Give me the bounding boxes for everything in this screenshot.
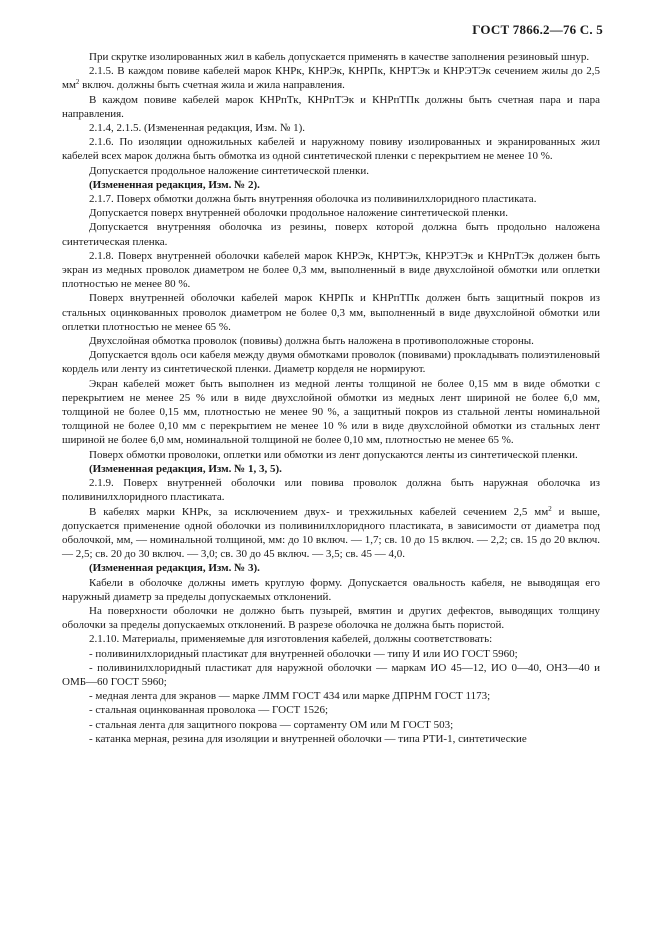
page-header: ГОСТ 7866.2—76 С. 5 — [472, 22, 603, 37]
paragraph: Экран кабелей может быть выполнен из медной ленты толщиной не более 0,15 мм в виде обмотки с перекрытием не менее 25 % или в виде двухслойной обмотки из медных лент шириной не более 6,0 мм, толщиной не более 0,15 мм, плотностью не менее 90 %, а защитный покров из стальной ленты номинальной толщиной не более 0,10 мм с перекрытием не менее 10 % или в виде двухслойной обмотки из стальных лент шириной не более 6,0 мм, номинальной толщиной не более 0,10 мм, плотностью не менее 65 %. — [62, 377, 600, 447]
list-item: - катанка мерная, резина для изоляции и внутренней оболочки — типа РТИ-1, синтетические — [89, 732, 527, 745]
amendment-note: (Измененная редакция, Изм. № 2). — [89, 178, 260, 191]
paragraph: Поверх внутренней оболочки кабелей марок КНРПк и КНРпТПк должен быть защитный покров из стальных оцинкованных проволок диаметром не более 0,3 мм, выполненный в виде двухслойной обмотки или оплетки плотностью не менее 65 %. — [62, 292, 600, 333]
paragraph: Допускается поверх внутренней оболочки продольное наложение синтетической пленки. — [89, 207, 509, 220]
amendment-note: (Измененная редакция, Изм. № 3). — [89, 562, 260, 575]
paragraph: Кабели в оболочке должны иметь круглую форму. Допускается овальность кабеля, не выводящая его наружный диаметр за пределы допускаемых отклонений. — [62, 576, 600, 603]
document-body — [62, 50, 600, 746]
paragraph: Допускается внутренняя оболочка из резины, поверх которой должна быть продольно наложена синтетическая пленка. — [62, 221, 600, 248]
paragraph: 2.1.5. В каждом повиве кабелей марок КНРк, КНРЭк, КНРПк, КНРТЭк и КНРЭТЭк сечением жилы до 2,5 $мм^2$ включ. должны быть счетная жила и жила направления. — [62, 65, 600, 92]
list-item: - стальная лента для защитного покрова — сортаменту ОМ или М ГОСТ 503; — [89, 718, 454, 731]
paragraph: Поверх обмотки проволоки, оплетки или обмотки из лент допускаются ленты из синтетической пленки. — [89, 448, 578, 461]
amendment-note: (Измененная редакция, Изм. № 1, 3, 5). — [89, 462, 282, 475]
list-item: - медная лента для экранов — марке ЛММ ГОСТ 434 или марке ДПРНМ ГОСТ 1173; — [89, 690, 491, 703]
paragraph: Допускается продольное наложение синтетической пленки. — [89, 164, 370, 177]
paragraph: Двухслойная обмотка проволок (повивы) должна быть наложена в противоположные стороны. — [89, 335, 534, 348]
paragraph: Допускается вдоль оси кабеля между двумя обмотками проволок (повивами) прокладывать полиэтиленовый кордель или ленту из синтетической пленки. Диаметр корделя не нормируют. — [62, 349, 600, 376]
paragraph: 2.1.8. Поверх внутренней оболочки кабелей марок КНРЭк, КНРТЭк, КНРЭТЭк и КНРпТЭк должен быть экран из медных проволок диаметром не более 0,3 мм, выполненный в виде двухслойной обмотки или оплетки плотностью не менее 80 %. — [62, 249, 600, 291]
paragraph: - поливинилхлоридный пластикат для наружной оболочки — маркам ИО 45—12, ИО 0—40, ОНЗ—40 и ОМБ—60 ГОСТ 5960; — [62, 661, 600, 688]
paragraph: В кабелях марки КНРк, за исключением двух- и трехжильных кабелей сечением 2,5 $мм^2$ и выше, допускается применение одной оболочки из поливинилхлоридного пластиката, в зависимости от диаметра под оболочкой, мм, — номинальной толщиной, мм: до 10 включ. — 1,7; св. 10 до 15 включ. — 2,2; св. 15 до 20 включ. — 2,5; св. 20 до 30 включ. — 3,0; св. 30 до 45 включ. — 3,5; св. 45 — 4,0. — [62, 504, 601, 561]
paragraph: 2.1.6. По изоляции одножильных кабелей и наружному повиву изолированных и экранированных жил кабелей всех марок должна быть обмотка из одной синтетической пленки с перекрытием не менее 10 %. — [62, 136, 600, 163]
paragraph: 2.1.9. Поверх внутренней оболочки или повива проволок должна быть наружная оболочка из поливинилхлоридного пластиката. — [62, 477, 600, 504]
paragraph: При скрутке изолированных жил в кабель допускается применять в качестве заполнения резиновый шнур. — [89, 51, 590, 63]
paragraph: На поверхности оболочки не должно быть пузырей, вмятин и других дефектов, выводящих толщину оболочки за пределы допускаемых отклонений. В разрезе оболочка не должна быть пористой. — [62, 604, 600, 632]
paragraph: В каждом повиве кабелей марок КНРпТк, КНРпТЭк и КНРпТПк должны быть счетная пара и пара направления. — [62, 93, 600, 120]
superscript-2: 2 — [75, 78, 80, 87]
paragraph: 2.1.10. Материалы, применяемые для изготовления кабелей, должны соответствовать: — [89, 633, 493, 646]
paragraph: 2.1.7. Поверх обмотки должна быть внутренняя оболочка из поливинилхлоридного пластиката. — [89, 193, 537, 206]
paragraph: 2.1.4, 2.1.5. (Измененная редакция, Изм. № 1). — [89, 122, 306, 135]
paragraph: - поливинилхлоридный пластикат для внутренней оболочки — типу И или ИО ГОСТ 5960; — [89, 647, 518, 660]
superscript-2: 2 — [548, 504, 552, 513]
list-item: - стальная оцинкованная проволока — ГОСТ 1526; — [89, 704, 329, 717]
